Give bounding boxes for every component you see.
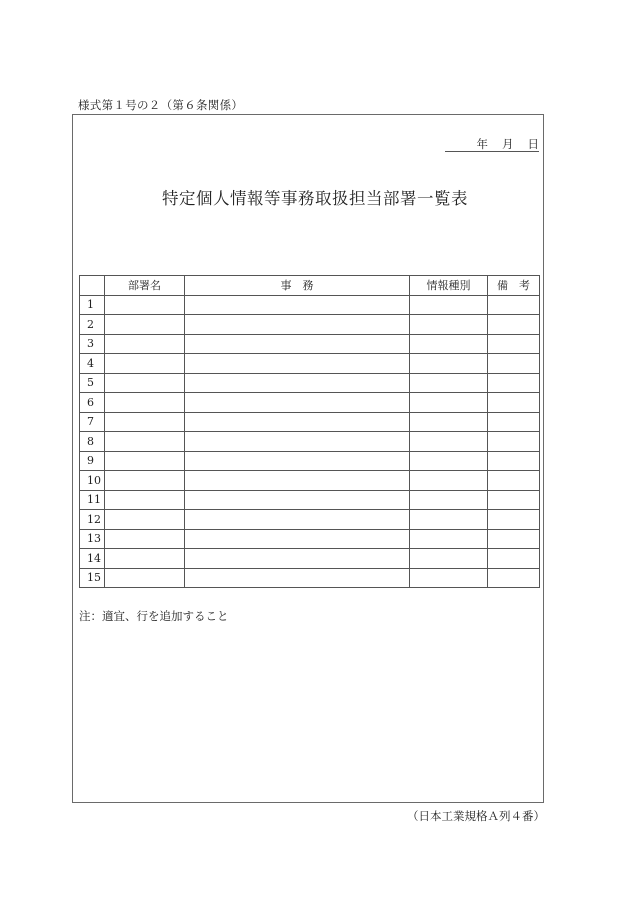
remarks-cell[interactable] (488, 354, 540, 374)
remarks-cell[interactable] (488, 451, 540, 471)
info-type-cell[interactable] (410, 334, 488, 354)
department-cell[interactable] (105, 354, 185, 374)
task-cell[interactable] (185, 510, 410, 530)
department-table (79, 275, 540, 588)
task-cell[interactable] (185, 529, 410, 549)
info-type-cell[interactable] (410, 432, 488, 452)
table-row (80, 315, 540, 335)
remarks-cell[interactable] (488, 471, 540, 491)
row-number: 7 (80, 412, 105, 432)
table-row (80, 510, 540, 530)
remarks-cell[interactable] (488, 412, 540, 432)
table-row (80, 373, 540, 393)
table-row (80, 568, 540, 588)
remarks-cell[interactable] (488, 295, 540, 315)
row-number: 5 (80, 373, 105, 393)
remarks-cell[interactable] (488, 510, 540, 530)
row-number: 4 (80, 354, 105, 374)
date-field (445, 137, 539, 152)
table-row (80, 354, 540, 374)
table-row (80, 529, 540, 549)
form-number-label: 様式第１号の２（第６条関係） (78, 98, 244, 112)
task-cell[interactable] (185, 354, 410, 374)
table-row (80, 490, 540, 510)
row-number: 9 (80, 451, 105, 471)
task-cell[interactable] (185, 432, 410, 452)
row-number: 2 (80, 315, 105, 335)
task-cell[interactable] (185, 471, 410, 491)
year-label: 年 (476, 137, 488, 151)
row-number: 13 (80, 529, 105, 549)
info-type-cell[interactable] (410, 549, 488, 569)
task-cell[interactable] (185, 549, 410, 569)
department-cell[interactable] (105, 373, 185, 393)
department-cell[interactable] (105, 549, 185, 569)
task-cell[interactable] (185, 412, 410, 432)
task-cell[interactable] (185, 373, 410, 393)
task-cell[interactable] (185, 393, 410, 413)
info-type-cell[interactable] (410, 354, 488, 374)
remarks-cell[interactable] (488, 549, 540, 569)
department-cell[interactable] (105, 451, 185, 471)
department-cell[interactable] (105, 432, 185, 452)
paper-size-label: （日本工業規格Ａ列４番） (407, 809, 545, 823)
day-label: 日 (527, 137, 539, 151)
department-cell[interactable] (105, 393, 185, 413)
table-row (80, 432, 540, 452)
task-cell[interactable] (185, 334, 410, 354)
note-text: 注：適宜、行を追加すること (79, 609, 229, 623)
department-cell[interactable] (105, 412, 185, 432)
info-type-cell[interactable] (410, 568, 488, 588)
remarks-cell[interactable] (488, 432, 540, 452)
document-title: 特定個人情報等事務取扱担当部署一覧表 (162, 189, 468, 208)
department-cell[interactable] (105, 471, 185, 491)
info-type-cell[interactable] (410, 295, 488, 315)
row-number: 10 (80, 471, 105, 491)
department-cell[interactable] (105, 315, 185, 335)
info-type-cell[interactable] (410, 529, 488, 549)
row-number: 14 (80, 549, 105, 569)
task-cell[interactable] (185, 315, 410, 335)
header-info-type: 情報種別 (410, 276, 488, 296)
row-number: 6 (80, 393, 105, 413)
department-cell[interactable] (105, 334, 185, 354)
remarks-cell[interactable] (488, 315, 540, 335)
department-cell[interactable] (105, 510, 185, 530)
remarks-cell[interactable] (488, 393, 540, 413)
row-number: 15 (80, 568, 105, 588)
row-number: 3 (80, 334, 105, 354)
info-type-cell[interactable] (410, 471, 488, 491)
row-number: 1 (80, 295, 105, 315)
header-task: 事 務 (185, 276, 410, 296)
row-number: 12 (80, 510, 105, 530)
row-number: 8 (80, 432, 105, 452)
task-cell[interactable] (185, 295, 410, 315)
table-row (80, 295, 540, 315)
remarks-cell[interactable] (488, 529, 540, 549)
remarks-cell[interactable] (488, 334, 540, 354)
row-number: 11 (80, 490, 105, 510)
header-number (80, 276, 105, 296)
remarks-cell[interactable] (488, 568, 540, 588)
info-type-cell[interactable] (410, 451, 488, 471)
task-cell[interactable] (185, 490, 410, 510)
table-row (80, 471, 540, 491)
table-header-row (80, 276, 540, 296)
table-row (80, 451, 540, 471)
department-cell[interactable] (105, 568, 185, 588)
header-department: 部署名 (105, 276, 185, 296)
header-remarks: 備 考 (488, 276, 540, 296)
task-cell[interactable] (185, 451, 410, 471)
table-row (80, 549, 540, 569)
month-label: 月 (502, 137, 514, 151)
department-cell[interactable] (105, 490, 185, 510)
task-cell[interactable] (185, 568, 410, 588)
info-type-cell[interactable] (410, 510, 488, 530)
remarks-cell[interactable] (488, 373, 540, 393)
table-row (80, 334, 540, 354)
info-type-cell[interactable] (410, 412, 488, 432)
department-cell[interactable] (105, 295, 185, 315)
table-row (80, 412, 540, 432)
info-type-cell[interactable] (410, 393, 488, 413)
info-type-cell[interactable] (410, 315, 488, 335)
info-type-cell[interactable] (410, 373, 488, 393)
info-type-cell[interactable] (410, 490, 488, 510)
table-row (80, 393, 540, 413)
department-cell[interactable] (105, 529, 185, 549)
remarks-cell[interactable] (488, 490, 540, 510)
